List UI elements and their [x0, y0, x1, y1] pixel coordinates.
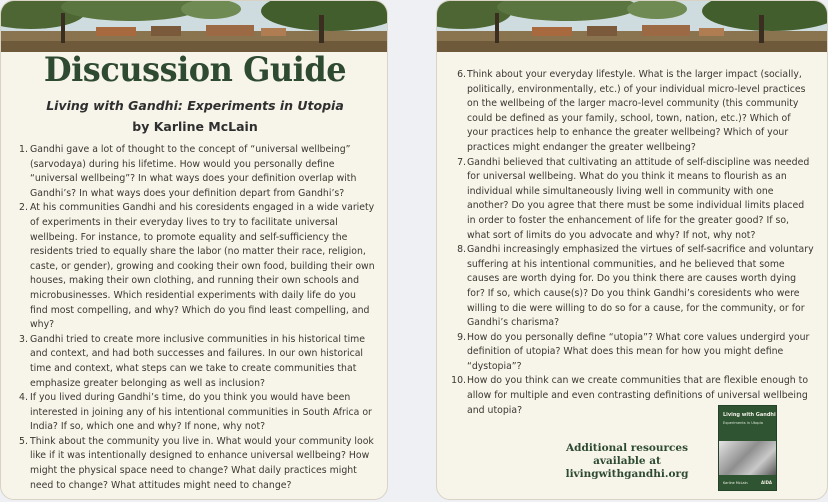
question-text: At his communities Gandhi and his coresidents engaged in a wide variety of experiments in their everyday lives to try to facilitate universal wellbeing. For instance, to promote equality and self-sufficiency the residents tried to equally share the labor (no matter their race, religion, caste, or gender), growing and cooking their own food, building their own houses, making their own clothing, and running their own schools and microbusinesses. Which residential experiments with daily life do you find most compelling, and why? Which do you find least compelling, and why?: [30, 202, 375, 331]
question-item: [454, 243, 814, 331]
question-item: [454, 331, 814, 375]
ashram-photo-illustration: [437, 1, 828, 52]
question-number: 7.: [457, 156, 466, 168]
question-text: Gandhi gave a lot of thought to the concept of “universal wellbeing” (sarvodaya) during his lifetime. How would you personally define “universal wellbeing”? In what ways does your definition overlap with Gandhi’s? In what ways does your definition depart from Gandhi’s?: [30, 144, 357, 199]
question-item: [454, 156, 814, 244]
question-text: How do you think can we create communities that are flexible enough to allow for multiple and even contrasting definitions of universal wellbeing and utopia?: [467, 375, 809, 416]
book-cover-photo: [719, 441, 776, 475]
book-cover-author: Karline McLain: [723, 481, 748, 485]
page-title: Discussion Guide: [43, 50, 347, 90]
question-item: [454, 68, 814, 156]
question-text: How do you personally define “utopia”? What core values undergird your definition of utopia? What does this mean for how you might define “dystopia”?: [467, 331, 810, 372]
question-number: 1.: [19, 144, 28, 155]
question-number: 8.: [457, 244, 466, 256]
question-number: 4.: [19, 392, 28, 404]
ashram-photo-banner: [1, 1, 387, 52]
question-list-right: [451, 68, 814, 418]
question-number: 5.: [19, 435, 28, 447]
question-item: [19, 201, 375, 332]
book-cover-title: Living with Gandhi: [723, 412, 776, 418]
question-text: Gandhi believed that cultivating an attitude of self-discipline was needed for universal wellbeing. What do you think it means to flourish as an individual while simultaneously living well in community with one another? Do you agree that there must be some individual limits placed in order to foster the enhancement of life for the greater good? If so, what sort of limits do you advocate and why? If not, why not?: [467, 156, 810, 241]
question-text: Think about your everyday lifestyle. What is the larger impact (socially, politically, environmentally, etc.) of your individual micro-level practices on the wellbeing of the larger macro-level community (this community could be defined as your family, school, town, nation, etc.)? Which of your practices help to enhance the greater wellbeing? Which of your practices might endanger the greater wellbeing?: [467, 69, 806, 153]
ashram-photo-illustration: [1, 1, 388, 52]
resources-text: Additional resources available at: [565, 442, 689, 467]
book-cover-thumbnail: [718, 405, 777, 491]
book-cover-subtitle: Experiments in Utopia: [723, 421, 763, 425]
question-number: 3.: [19, 333, 28, 345]
ashram-photo-banner: [437, 1, 827, 52]
publisher-logo: AIDA: [761, 480, 772, 485]
question-list-left: [19, 143, 375, 493]
resources-note: [542, 442, 712, 481]
question-item: [19, 391, 375, 435]
resources-link[interactable]: livingwithgandhi.org: [565, 468, 689, 480]
question-text: Gandhi tried to create more inclusive communities in his historical time and context, and had both successes and failures. In our own historical time and context, what steps can we take to create communities that emphasize greater belonging as well as inclusion?: [30, 333, 366, 389]
question-number: 2.: [19, 202, 28, 214]
question-item: [19, 435, 375, 493]
question-text: Gandhi increasingly emphasized the virtues of self-sacrifice and voluntary suffering at his intentional communities, and he believed that some causes are worth dying for. Do you think there are causes worth dying for? If so, which cause(s)? Do you think Gandhi’s coresidents who were willing to die were willing to do so for a cause, for the community, or for Gandhi’s charisma?: [467, 244, 814, 329]
question-item: [19, 143, 375, 201]
author-line: by Karline McLain: [132, 119, 258, 134]
question-number: 10.: [451, 375, 466, 387]
question-number: 9.: [457, 331, 466, 343]
question-text: If you lived during Gandhi’s time, do you think you would have been interested in joining any of his intentional communities in South Africa or India? If so, which one and why? If none, why not?: [30, 392, 372, 433]
question-text: Think about the community you live in. What would your community look like if it was intentionally designed to enhance universal wellbeing? How might the physical space need to change? What daily practices might need to change? What attitudes might need to change?: [30, 435, 374, 491]
question-number: 6.: [457, 69, 466, 80]
book-subtitle: Living with Gandhi: Experiments in Utopia: [46, 98, 344, 113]
question-item: [19, 333, 375, 391]
